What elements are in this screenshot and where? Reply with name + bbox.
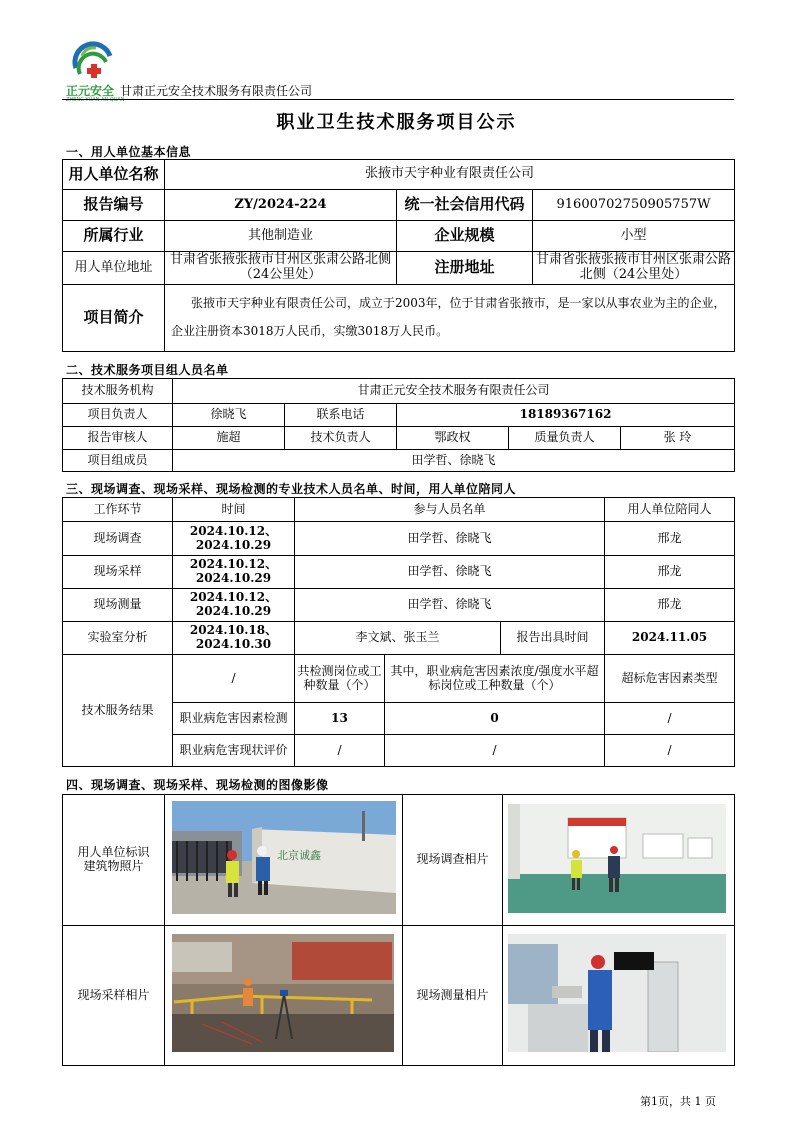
exceed-header: 其中，职业病危害因素浓度/强度水平超标岗位或工种数量（个） bbox=[385, 655, 605, 703]
table-row bbox=[63, 522, 735, 556]
address-value: 甘肃省张掖张掖市甘州区张肃公路北侧（24公里处） bbox=[165, 252, 397, 285]
hazard-detection-label: 职业病危害因素检测 bbox=[173, 703, 295, 735]
intro-line-1: 张掖市天宇种业有限责任公司，成立于2003年，位于甘肃省张掖市，是一家以从事农业为主的企业， bbox=[191, 296, 726, 311]
org-value: 甘肃正元安全技术服务有限责任公司 bbox=[173, 379, 735, 404]
photo-2-label: 现场调查相片 bbox=[403, 795, 503, 926]
time-cell bbox=[173, 522, 295, 556]
reg-address-value: 甘肃省张掖张掖市甘州区张肃公路北侧（24公里处） bbox=[533, 252, 735, 285]
photo-3-label: 现场采样相片 bbox=[63, 926, 165, 1066]
scale-label: 企业规模 bbox=[397, 221, 533, 252]
time-end: 2024.10.29 bbox=[195, 571, 272, 585]
leader-label: 项目负责人 bbox=[63, 404, 173, 427]
photo-4-label: 现场测量相片 bbox=[403, 926, 503, 1066]
time-end: 2024.10.29 bbox=[195, 604, 272, 618]
people-cell: 田学哲、徐晓飞 bbox=[295, 522, 605, 556]
escort-cell: 邢龙 bbox=[605, 522, 735, 556]
industry-value: 其他制造业 bbox=[165, 221, 397, 252]
status-eval-label: 职业病危害现状评价 bbox=[173, 735, 295, 767]
employer-name-label: 用人单位名称 bbox=[63, 160, 165, 190]
members-value: 田学哲、徐晓飞 bbox=[173, 450, 735, 472]
reviewer-label: 报告审核人 bbox=[63, 427, 173, 450]
intro-cell bbox=[165, 285, 735, 352]
issue-date-value: 2024.11.05 bbox=[605, 622, 735, 655]
quality-value: 张 玲 bbox=[621, 427, 735, 450]
people-cell: 田学哲、徐晓飞 bbox=[295, 556, 605, 589]
header-rule bbox=[62, 99, 734, 100]
tech-lead-value: 鄂政权 bbox=[397, 427, 509, 450]
section-2-heading: 二、技术服务项目组人员名单 bbox=[66, 363, 229, 377]
reviewer-value: 施超 bbox=[173, 427, 285, 450]
members-label: 项目组成员 bbox=[63, 450, 173, 472]
type-header: 超标危害因素类型 bbox=[605, 655, 735, 703]
lab-time-end: 2024.10.30 bbox=[195, 637, 272, 651]
credit-code-label: 统一社会信用代码 bbox=[397, 190, 533, 221]
time-cell bbox=[173, 589, 295, 622]
result-label: 技术服务结果 bbox=[63, 655, 173, 767]
tech-lead-label: 技术负责人 bbox=[285, 427, 397, 450]
hazard-detection-count: 13 bbox=[295, 703, 385, 735]
fieldwork-table bbox=[62, 497, 735, 767]
col-time-header: 时间 bbox=[173, 498, 295, 522]
phone-value: 18189367162 bbox=[397, 404, 735, 427]
status-eval-count: / bbox=[295, 735, 385, 767]
header-company-name: 甘肃正元安全技术服务有限责任公司 bbox=[120, 84, 313, 98]
measurement-photo bbox=[508, 934, 726, 1052]
employer-info-table bbox=[62, 159, 735, 352]
time-start: 2024.10.12、 bbox=[189, 523, 278, 538]
intro-line-2: 企业注册资本3018万人民币，实缴3018万人民币。 bbox=[171, 324, 449, 338]
hazard-detection-exceed: 0 bbox=[385, 703, 605, 735]
col-people-header: 参与人员名单 bbox=[295, 498, 605, 522]
report-no-label: 报告编号 bbox=[63, 190, 165, 221]
status-eval-exceed: / bbox=[385, 735, 605, 767]
employer-name-value: 张掖市天宇种业有限责任公司 bbox=[165, 160, 735, 190]
step-cell: 现场测量 bbox=[63, 589, 173, 622]
time-cell bbox=[173, 556, 295, 589]
section-3-heading: 三、现场调查、现场采样、现场检测的专业技术人员名单、时间，用人单位陪同人 bbox=[66, 482, 517, 496]
phone-label: 联系电话 bbox=[285, 404, 397, 427]
step-cell: 现场采样 bbox=[63, 556, 173, 589]
report-no-value: ZY/2024-224 bbox=[165, 190, 397, 221]
address-label: 用人单位地址 bbox=[63, 252, 165, 285]
table-row bbox=[63, 556, 735, 589]
lab-label: 实验室分析 bbox=[63, 622, 173, 655]
org-label: 技术服务机构 bbox=[63, 379, 173, 404]
leader-value: 徐晓飞 bbox=[173, 404, 285, 427]
industry-label: 所属行业 bbox=[63, 221, 165, 252]
escort-cell: 邢龙 bbox=[605, 589, 735, 622]
building-sign-photo bbox=[172, 801, 396, 914]
page-number: 第1页，共 1 页 bbox=[640, 1095, 716, 1108]
reg-address-label: 注册地址 bbox=[397, 252, 533, 285]
time-start: 2024.10.12、 bbox=[189, 590, 278, 605]
step-cell: 现场调查 bbox=[63, 522, 173, 556]
time-start: 2024.10.12、 bbox=[189, 557, 278, 572]
sampling-photo bbox=[172, 934, 394, 1052]
issue-date-label: 报告出具时间 bbox=[501, 622, 605, 655]
col-step-header: 工作环节 bbox=[63, 498, 173, 522]
logo-subtext: ZHENG YUAN AN QUAN bbox=[66, 97, 125, 103]
lab-time-cell bbox=[173, 622, 295, 655]
quality-label: 质量负责人 bbox=[509, 427, 621, 450]
section-1-heading: 一、用人单位基本信息 bbox=[66, 145, 192, 159]
status-eval-type: / bbox=[605, 735, 735, 767]
scale-value: 小型 bbox=[533, 221, 735, 252]
result-header-slash: / bbox=[173, 655, 295, 703]
lab-time-start: 2024.10.18、 bbox=[189, 623, 278, 638]
svg-text:北京诚鑫: 北京诚鑫 bbox=[277, 849, 321, 862]
credit-code-value: 91600702750905757W bbox=[533, 190, 735, 221]
site-survey-photo bbox=[508, 804, 726, 913]
hazard-detection-type: / bbox=[605, 703, 735, 735]
table-row bbox=[63, 589, 735, 622]
logo-text: 正元安全 bbox=[66, 84, 115, 98]
people-cell: 田学哲、徐晓飞 bbox=[295, 589, 605, 622]
team-table bbox=[62, 378, 735, 472]
photo-1-label: 用人单位标识建筑物照片 bbox=[63, 795, 165, 926]
time-end: 2024.10.29 bbox=[195, 537, 272, 552]
section-4-heading: 四、现场调查、现场采样、现场检测的图像影像 bbox=[66, 778, 329, 792]
col-escort-header: 用人单位陪同人 bbox=[605, 498, 735, 522]
count-header: 共检测岗位或工种数量（个） bbox=[295, 655, 385, 703]
page-title: 职业卫生技术服务项目公示 bbox=[276, 112, 517, 133]
escort-cell: 邢龙 bbox=[605, 556, 735, 589]
lab-people: 李文斌、张玉兰 bbox=[295, 622, 501, 655]
intro-label: 项目简介 bbox=[63, 285, 165, 352]
